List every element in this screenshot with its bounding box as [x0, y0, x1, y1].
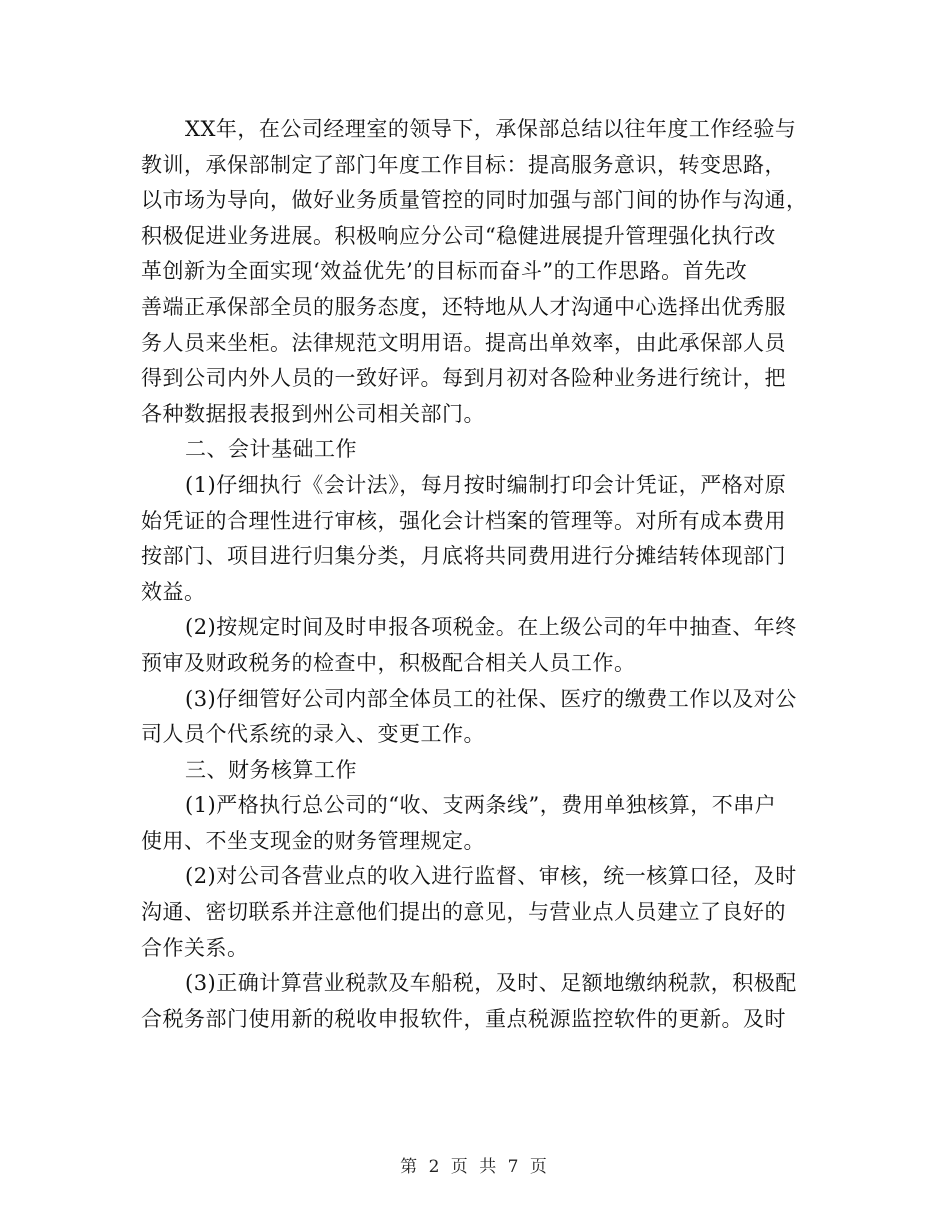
body-line: 司人员个代系统的录入、变更工作。 [141, 722, 485, 747]
document-body [141, 112, 816, 1037]
body-line: 沟通、密切联系并注意他们提出的意见，与营业点人员建立了良好的 [141, 900, 786, 925]
body-line: (3)仔细管好公司内部全体员工的社保、医疗的缴费工作以及对公 [185, 686, 797, 711]
body-line: (1)严格执行总公司的“收、支两条线”，费用单独核算，不串户 [185, 793, 777, 818]
body-line: (2)对公司各营业点的收入进行监督、审核，统一核算口径，及时 [185, 864, 797, 889]
body-line: 各种数据报表报到州公司相关部门。 [141, 401, 485, 426]
section-heading: 二、会计基础工作 [185, 437, 357, 462]
body-line: 善端正承保部全员的服务态度，还特地从人才沟通中心选择出优秀服 [141, 294, 786, 319]
body-line: 使用、不坐支现金的财务管理规定。 [141, 828, 485, 853]
body-line: 教训，承保部制定了部门年度工作目标：提高服务意识，转变思路， [141, 152, 786, 177]
body-line: 始凭证的合理性进行审核，强化会计档案的管理等。对所有成本费用 [141, 508, 786, 533]
body-line: (2)按规定时间及时申报各项税金。在上级公司的年中抽查、年终 [185, 615, 797, 640]
body-line: 效益。 [141, 579, 206, 604]
body-line: 以市场为导向，做好业务质量管控的同时加强与部门间的协作与沟通， [141, 188, 808, 213]
body-line: 按部门、项目进行归集分类，月底将共同费用进行分摊结转体现部门 [141, 544, 786, 569]
body-line: 革创新为全面实现‘效益优先’的目标而奋斗”的工作思路。首先改 [141, 259, 748, 284]
body-line: 预审及财政税务的检查中，积极配合相关人员工作。 [141, 650, 636, 675]
body-line: (3)正确计算营业税款及车船税，及时、足额地缴纳税款，积极配 [185, 971, 797, 996]
body-line: (1)仔细执行《会计法》，每月按时编制打印会计凭证，严格对原 [185, 472, 787, 497]
body-line: 合作关系。 [141, 935, 249, 960]
body-line: 合税务部门使用新的税收申报软件，重点税源监控软件的更新。及时 [141, 1006, 786, 1031]
page-number-footer: 第 2 页 共 7 页 [400, 1157, 550, 1177]
body-line: 积极促进业务进展。积极响应分公司“稳健进展提升管理强化执行改 [141, 223, 776, 248]
body-line: 务人员来坐柜。法律规范文明用语。提高出单效率，由此承保部人员 [141, 330, 786, 355]
body-line: XX年，在公司经理室的领导下，承保部总结以往年度工作经验与 [185, 117, 797, 141]
section-heading: 三、财务核算工作 [185, 757, 357, 782]
body-line: 得到公司内外人员的一致好评。每到月初对各险种业务进行统计，把 [141, 366, 786, 391]
